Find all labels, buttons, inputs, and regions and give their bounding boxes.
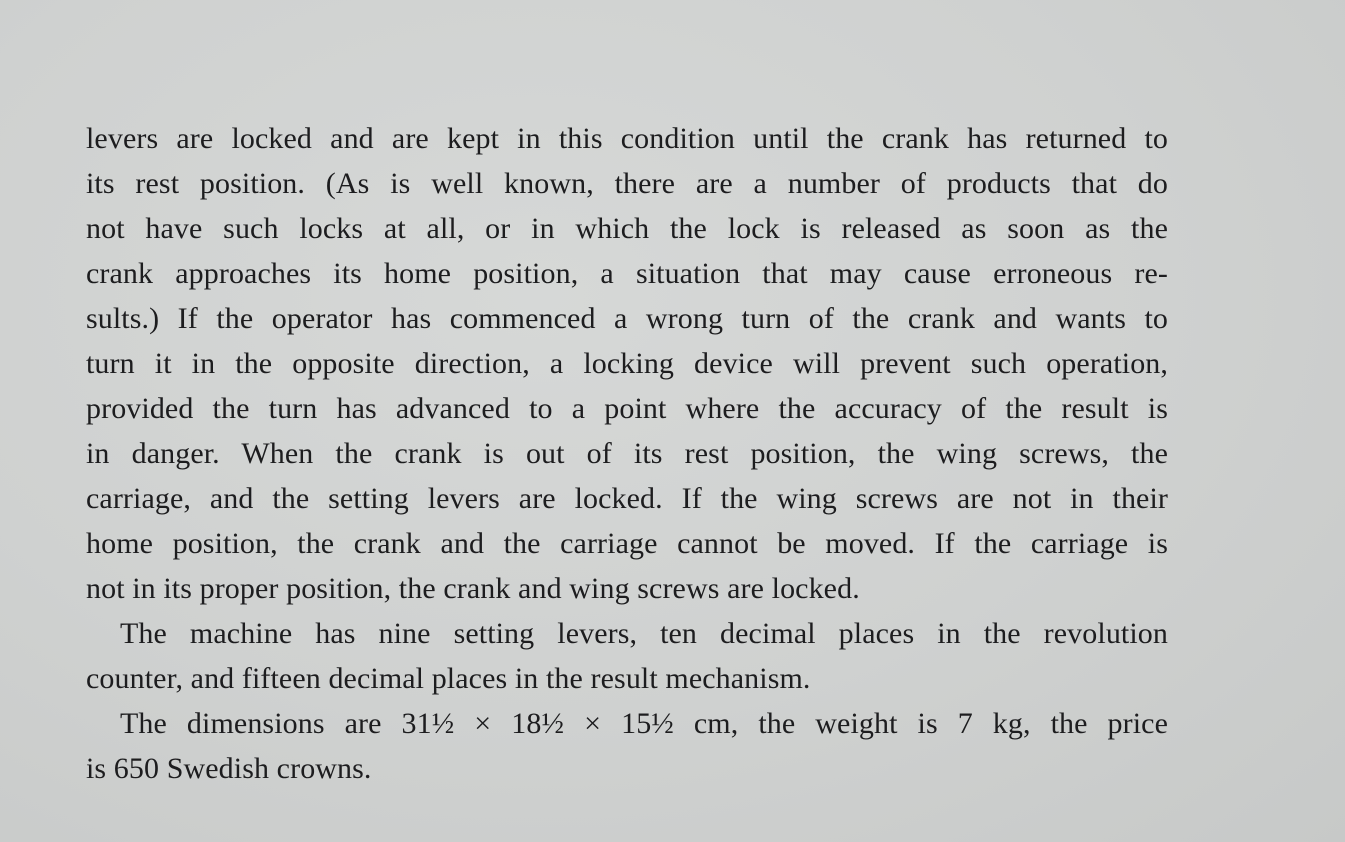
text-line: its rest position. (As is well known, there are a number of products that do (86, 167, 1168, 200)
text-line: not have such locks at all, or in which the lock is released as soon as the (86, 212, 1168, 245)
text-line: is 650 Swedish crowns. (86, 752, 372, 785)
body-text (86, 116, 1168, 791)
text-line: home position, the crank and the carriage cannot be moved. If the carriage is (86, 527, 1168, 560)
text-line: crank approaches its home position, a situation that may cause erroneous re- (86, 257, 1168, 290)
text-line: counter, and fifteen decimal places in the result mechanism. (86, 662, 811, 695)
paragraph-setting-levers (86, 611, 1168, 701)
text-line: sults.) If the operator has commenced a wrong turn of the crank and wants to (86, 302, 1168, 335)
paragraph-dimensions (86, 701, 1168, 791)
text-line: The dimensions are 31½ × 18½ × 15½ cm, the weight is 7 kg, the price (120, 707, 1168, 740)
text-line: in danger. When the crank is out of its rest position, the wing screws, the (86, 437, 1168, 470)
text-line: provided the turn has advanced to a point where the accuracy of the result is (86, 392, 1168, 425)
text-line: The machine has nine setting levers, ten decimal places in the revolution (120, 617, 1168, 650)
text-line: levers are locked and are kept in this condition until the crank has returned to (86, 122, 1168, 155)
text-line: carriage, and the setting levers are locked. If the wing screws are not in their (86, 482, 1168, 515)
paragraph-locking-mechanism (86, 116, 1168, 611)
text-line: turn it in the opposite direction, a locking device will prevent such operation, (86, 347, 1168, 380)
text-line: not in its proper position, the crank and wing screws are locked. (86, 572, 860, 605)
